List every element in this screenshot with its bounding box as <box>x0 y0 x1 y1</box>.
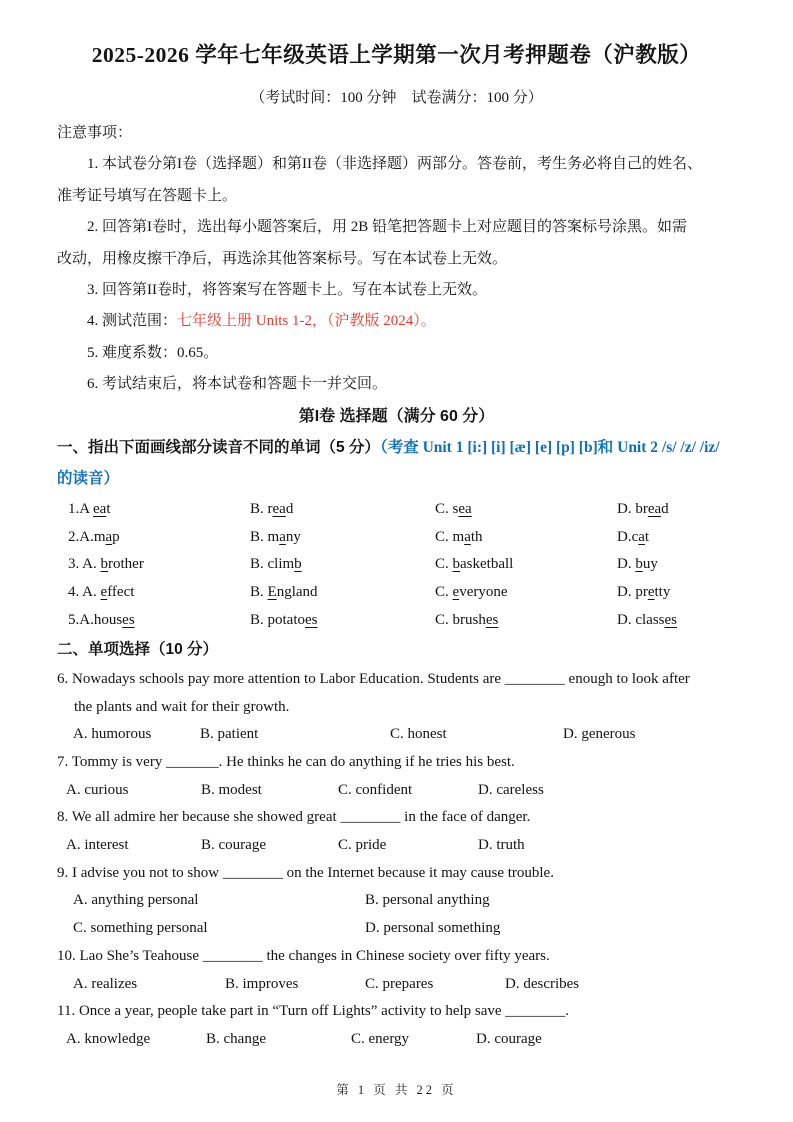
phonics-row-2 <box>57 524 736 552</box>
phonics-option: 5.A.houses <box>68 611 135 628</box>
q7-options <box>57 777 736 805</box>
q6-option: C. honest <box>390 726 447 743</box>
test-scope-highlight: 七年级上册 Units 1-2，（沪教版 2024）。 <box>177 313 436 330</box>
phonics-option: C. everyone <box>435 583 508 600</box>
phonics-option: C. brushes <box>435 611 499 628</box>
phonics-option: 1.A eat <box>68 500 111 517</box>
part1-heading: 第I卷 选择题（满分 60 分） <box>298 407 495 425</box>
notice-item-2-line-2: 改动，用橡皮擦干净后，再选涂其他答案标号。写在本试卷上无效。 <box>57 250 508 267</box>
q11-options <box>57 1026 736 1054</box>
q9-option: A. anything personal <box>73 892 199 909</box>
q8-option: D. truth <box>478 837 525 854</box>
q7-option: C. confident <box>338 781 413 798</box>
q8-option: C. pride <box>338 837 387 854</box>
q11-option: D. courage <box>476 1030 542 1047</box>
multiple-choice-questions <box>57 666 736 1054</box>
notice-item-1-line-2: 准考证号填写在答题卡上。 <box>57 187 238 204</box>
q7-text: 7. Tommy is very _______. He thinks he can do anything if he tries his best. <box>57 753 515 770</box>
q8-text: 8. We all admire her because she showed great ________ in the face of danger. <box>57 809 531 826</box>
q6-option: B. patient <box>200 726 259 743</box>
phonics-option: B. climb <box>250 556 302 573</box>
phonics-option: D. buy <box>617 556 658 573</box>
notice-item-5: 5. 难度系数：0.65。 <box>87 344 219 361</box>
section1-note-line-1: （考查 Unit 1 [i:] [i] [æ] [e] [p] [b]和 Unit 2 /s/ /z/ /iz/ <box>379 439 720 457</box>
q6-text: 6. Nowadays schools pay more attention to Labor Education. Students are ________ enough to look after <box>57 670 690 687</box>
q8-options <box>57 832 736 860</box>
section1-note-line-2: 的读音） <box>57 470 120 488</box>
phonics-option: B. many <box>250 528 301 545</box>
section1-title-text: 一、指出下面画线部分读音不同的单词（5 分） <box>57 439 380 457</box>
notice-item-1-line-1: 1. 本试卷分第I卷（选择题）和第II卷（非选择题）两部分。答卷前，考生务必将自己的姓名、 <box>87 156 702 173</box>
test-scope-label: 4. 测试范围： <box>87 313 178 330</box>
notice-heading: 注意事项： <box>57 125 133 141</box>
phonics-option: B. potatoes <box>250 611 318 628</box>
phonics-row-3 <box>57 551 736 579</box>
q7-option: B. modest <box>201 781 262 798</box>
q9-option: C. something personal <box>73 920 208 937</box>
section1-title <box>57 432 736 463</box>
phonics-option: 4. A. effect <box>68 583 135 600</box>
phonics-option: C. basketball <box>435 556 514 573</box>
q9-text: 9. I advise you not to show ________ on the Internet because it may cause trouble. <box>57 864 554 881</box>
q10-options <box>57 971 736 999</box>
phonics-row-1 <box>57 496 736 524</box>
phonics-option: 2.A.map <box>68 528 120 545</box>
q9-options <box>57 887 736 942</box>
q8-option: A. interest <box>66 837 129 854</box>
phonics-question-table <box>57 496 736 635</box>
page-title: 2025-2026 学年七年级英语上学期第一次月考押题卷（沪教版） <box>91 43 702 67</box>
q10-option: D. describes <box>505 975 580 992</box>
notice-item-4 <box>57 306 736 337</box>
q10-option: A. realizes <box>73 975 138 992</box>
phonics-option: 3. A. brother <box>68 556 144 573</box>
section2-title: 二、单项选择（10 分） <box>57 641 219 659</box>
q11-option: A. knowledge <box>66 1030 151 1047</box>
q11-text: 11. Once a year, people take part in “Turn off Lights” activity to help save ________. <box>57 1003 570 1020</box>
q7-option: D. careless <box>478 781 544 798</box>
page-number: 第 1 页 共 22 页 <box>336 1083 457 1097</box>
q9-option: B. personal anything <box>365 892 490 909</box>
phonics-option: D. classes <box>617 611 677 628</box>
phonics-option: D. pretty <box>617 583 671 600</box>
notice-item-6: 6. 考试结束后，将本试卷和答题卡一并交回。 <box>87 376 388 393</box>
phonics-option: B. read <box>250 500 294 517</box>
phonics-row-4 <box>57 579 736 607</box>
phonics-option: D.cat <box>617 528 650 545</box>
q6-option: D. generous <box>563 726 636 743</box>
q10-option: B. improves <box>225 975 299 992</box>
phonics-row-5 <box>57 607 736 635</box>
phonics-option: D. bread <box>617 500 669 517</box>
notice-item-3: 3. 回答第II卷时，将答案写在答题卡上。写在本试卷上无效。 <box>87 282 487 299</box>
phonics-option: C. sea <box>435 500 472 517</box>
q7-option: A. curious <box>66 781 129 798</box>
q11-option: B. change <box>206 1030 266 1047</box>
q9-option: D. personal something <box>365 920 501 937</box>
q11-option: C. energy <box>351 1030 410 1047</box>
q8-option: B. courage <box>201 837 266 854</box>
phonics-option: B. England <box>250 583 318 600</box>
q10-text: 10. Lao She’s Teahouse ________ the changes in Chinese society over fifty years. <box>57 947 550 964</box>
q6-text: the plants and wait for their growth. <box>74 698 290 715</box>
q6-options <box>57 721 736 749</box>
q10-option: C. prepares <box>365 975 434 992</box>
exam-time-score-info: （考试时间：100 分钟 试卷满分：100 分） <box>250 90 543 106</box>
phonics-option: C. math <box>435 528 483 545</box>
q6-option: A. humorous <box>73 726 152 743</box>
notice-item-2-line-1: 2. 回答第I卷时，选出每小题答案后，用 2B 铅笔把答题卡上对应题目的答案标号涂黑。如需 <box>87 219 688 236</box>
